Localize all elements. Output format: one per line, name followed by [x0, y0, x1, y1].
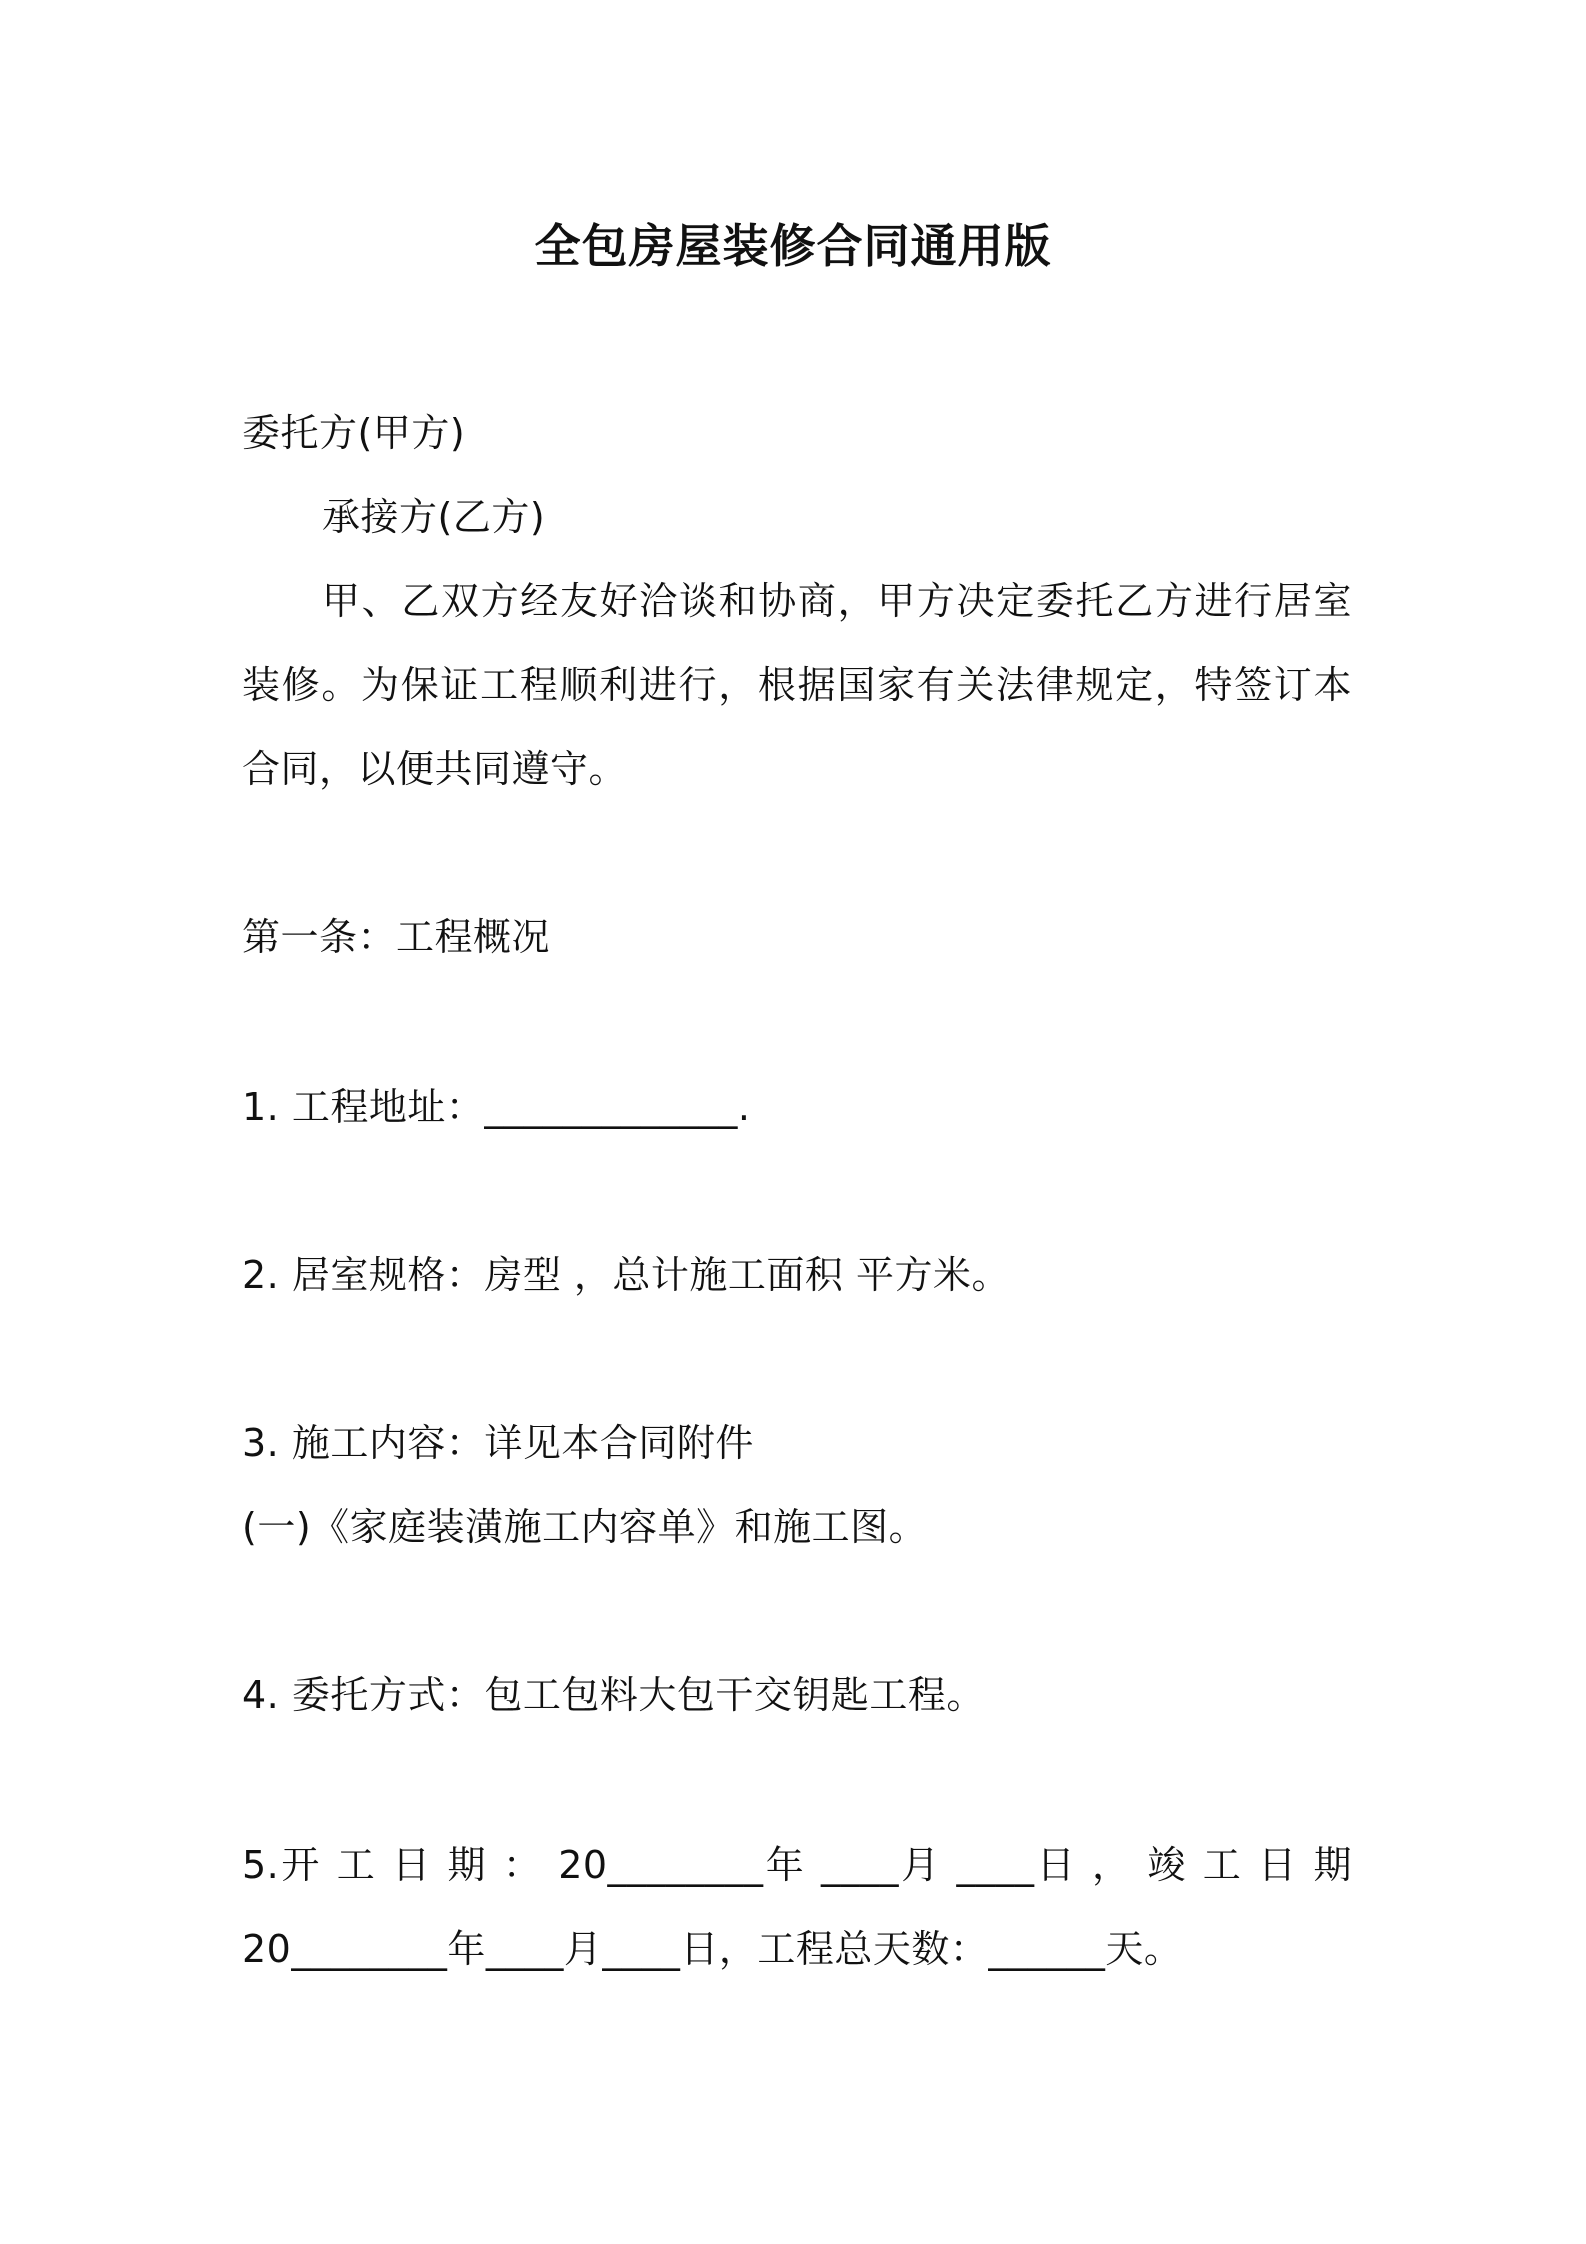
- document-title: 全包房屋装修合同通用版: [534, 219, 1052, 273]
- article-1-item-3-sub: (一)《家庭装潢施工内容单》和施工图。: [242, 1505, 928, 1549]
- intro-line-3: 合同，以便共同遵守。: [242, 747, 628, 791]
- party-a-label: 委托方(甲方): [242, 411, 466, 455]
- article-1-item-5-line-1: 5.开 工 日 期 ： 20________年 ____月 ____日 ， 竣 工 日 期: [242, 1843, 1352, 1887]
- article-1-item-1: 1. 工程地址：_____________.: [242, 1085, 751, 1129]
- article-1-heading: 第一条：工程概况: [242, 915, 551, 959]
- article-1-item-3: 3. 施工内容：详见本合同附件: [242, 1421, 754, 1465]
- party-b-label: 承接方(乙方): [322, 495, 546, 539]
- intro-line-2: 装修。为保证工程顺利进行，根据国家有关法律规定，特签订本: [242, 663, 1352, 707]
- intro-line-1: 甲、乙双方经友好洽谈和协商，甲方决定委托乙方进行居室: [322, 579, 1352, 623]
- article-1-item-5-line-2: 20________年____月____日，工程总天数：______天。: [242, 1927, 1183, 1971]
- article-1-item-4: 4. 委托方式：包工包料大包干交钥匙工程。: [242, 1673, 985, 1717]
- article-1-item-2: 2. 居室规格：房型 ，总计施工面积 平方米。: [242, 1253, 1010, 1297]
